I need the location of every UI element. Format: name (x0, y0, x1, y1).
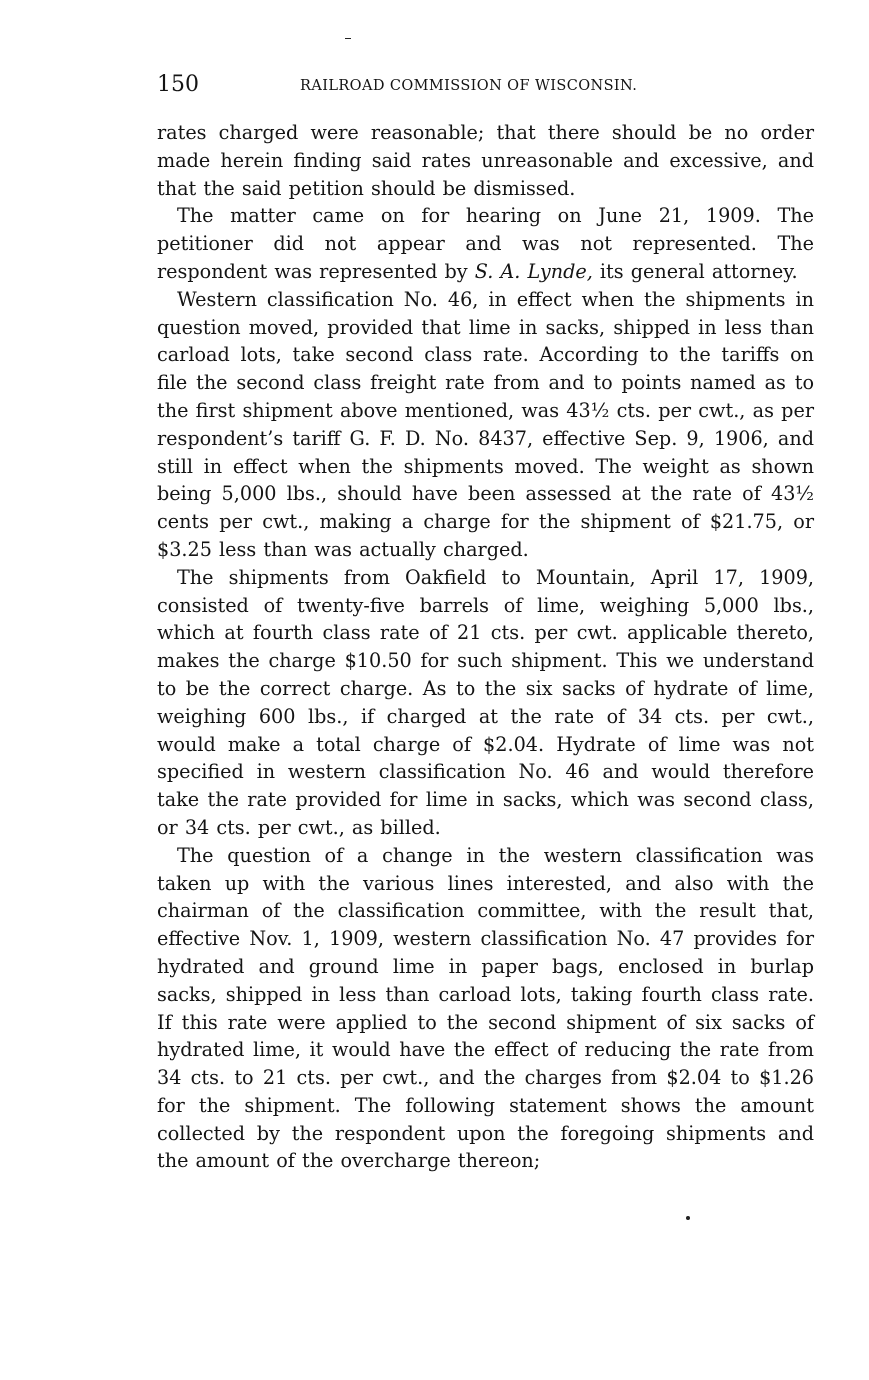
print-speck (686, 1216, 690, 1220)
print-speck (345, 38, 351, 39)
attorney-name: S. A. Lynde, (474, 259, 593, 283)
paragraph-oakfield-shipments: The shipments from Oakfield to Mountain, April 17, 1909, consisted of twenty-five barrels of lime, weighing 5,000 lbs., which at fourth class rate of 21 cts. per cwt. applicable thereto, makes the charge $10.50 for such shipment. This we understand to be the correct charge. As to the six sacks of hydrate of lime, weighing 600 lbs., if charged at the rate of 34 cts. per cwt., would make a total charge of $2.04. Hydrate of lime was not specified in western classification No. 46 and would therefore take the rate provided for lime in sacks, which was second class, or 34 cts. per cwt., as billed. (157, 565, 814, 839)
body-text (157, 119, 814, 1175)
running-head: RAILROAD COMMISSION OF WISCONSIN. (300, 78, 638, 94)
hearing-text-after: its general attorney. (592, 259, 798, 283)
hearing-text-before: The matter came on for hearing on June 21, 1909. The petitioner did not appear and was not represented. The respondent was represented by (157, 204, 814, 283)
paragraph-hearing (157, 202, 814, 285)
paragraph-classification-change: The question of a change in the western classification was taken up with the various lines interested, and also with the chairman of the classification committee, with the result that, effective Nov. 1, 1909, western classification No. 47 provides for hydrated and ground lime in paper bags, enclosed in burlap sacks, shipped in less than carload lots, taking fourth class rate. If this rate were applied to the second shipment of six sacks of hydrated lime, it would have the effect of reducing the rate from 34 cts. to 21 cts. per cwt., and the charges from $2.04 to $1.26 for the shipment. The following statement shows the amount collected by the respondent upon the foregoing shipments and the amount of the overcharge thereon; (157, 843, 814, 1173)
paragraph-continuation: rates charged were reasonable; that there should be no order made herein finding said rates unreasonable and excessive, and that the said petition should be dismissed. (157, 121, 814, 200)
page-number: 150 (157, 72, 199, 97)
paragraph-classification-46: Western classification No. 46, in effect when the shipments in question moved, provided that lime in sacks, shipped in less than carload lots, take second class rate. According to the tariffs on file the second class freight rate from and to points named as to the first shipment above mentioned, was 43½ cts. per cwt., as per respondent’s tariff G. F. D. No. 8437, effective Sep. 9, 1906, and still in effect when the shipments moved. The weight as shown being 5,000 lbs., should have been assessed at the rate of 43½ cents per cwt., making a charge for the shipment of $21.75, or $3.25 less than was actually charged. (157, 287, 814, 561)
